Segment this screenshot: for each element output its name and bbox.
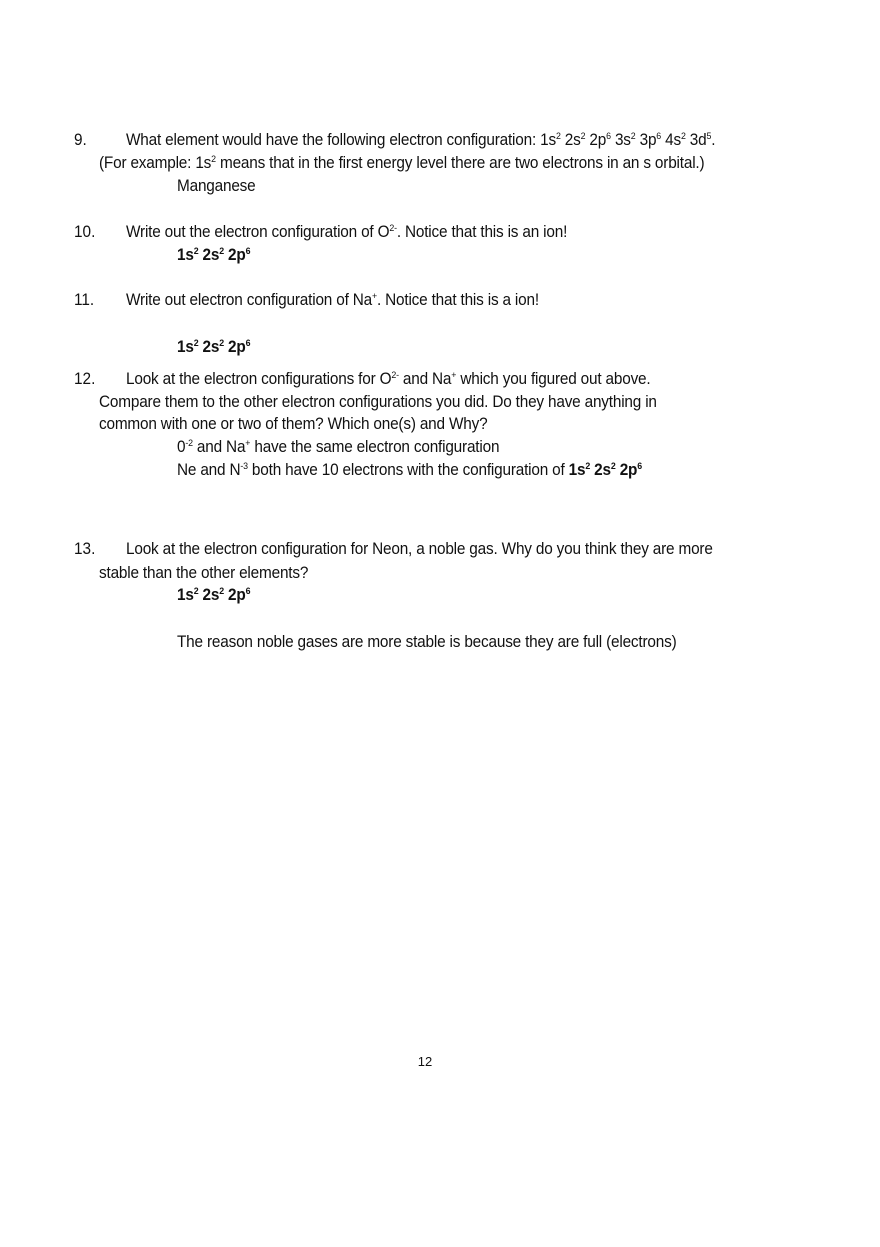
superscript: 2: [555, 131, 561, 142]
text-segment: 2p: [223, 246, 246, 264]
question-13-answer-text: The reason noble gases are more stable is because they are full (electrons): [177, 633, 677, 651]
superscript: 2: [219, 246, 224, 257]
superscript: 2: [610, 461, 616, 472]
question-13-text-line2: stable than the other elements?: [99, 564, 309, 582]
text-segment: Look at the electron configurations for O: [126, 370, 392, 388]
superscript: 5: [706, 131, 712, 142]
superscript: 6: [637, 461, 642, 472]
text-segment: 2s: [560, 131, 581, 149]
question-12-text-line3: common with one or two of them? Which one(s) and Why?: [99, 415, 488, 433]
superscript: 6: [245, 246, 251, 257]
text-segment: both have 10 electrons with the configuration of: [247, 461, 569, 479]
text-segment: 4s: [661, 131, 681, 149]
question-12-answer-line2: [177, 460, 642, 480]
question-12-text-line1: [126, 369, 650, 389]
superscript: 2: [585, 461, 591, 472]
text-segment: 3d: [685, 131, 707, 149]
superscript: +: [245, 438, 251, 449]
text-segment: and Na: [398, 370, 452, 388]
question-9-answer: Manganese: [177, 177, 256, 195]
superscript: +: [451, 370, 457, 381]
text-segment: 2s: [590, 461, 611, 479]
text-segment: Write out electron configuration of Na: [126, 291, 372, 309]
text-segment: and Na: [192, 438, 246, 456]
superscript: -3: [240, 461, 248, 472]
text-segment: 1s: [177, 586, 194, 604]
text-segment: . Notice that this is a ion!: [376, 291, 539, 309]
question-11-number: 11.: [74, 291, 95, 309]
question-10-number: 10.: [74, 223, 96, 241]
text-segment: 2p: [585, 131, 607, 149]
superscript: 2: [193, 586, 199, 597]
question-9-text: [126, 130, 715, 150]
superscript: 2: [193, 246, 199, 257]
text-segment: 3p: [635, 131, 657, 149]
question-13-text-line1: Look at the electron configuration for Neon, a noble gas. Why do you think they are more: [126, 540, 713, 558]
question-13-answer-config: [177, 585, 250, 605]
superscript: 6: [245, 586, 251, 597]
text-segment: 2s: [198, 338, 220, 356]
text-segment: .: [711, 131, 716, 149]
text-segment: 1s: [177, 338, 194, 356]
superscript: 2-: [391, 370, 399, 381]
question-12-text-line2: Compare them to the other electron configurations you did. Do they have anything in: [99, 393, 657, 411]
text-segment: 2p: [223, 586, 246, 604]
text-segment: . Notice that this is an ion!: [396, 223, 568, 241]
superscript: 2: [219, 338, 224, 349]
superscript: 6: [245, 338, 251, 349]
text-segment: 2p: [223, 338, 246, 356]
question-10-answer: [177, 245, 250, 265]
question-10-text: [126, 222, 567, 242]
question-12-answer-line1: [177, 437, 499, 457]
question-13-number: 13.: [74, 540, 96, 558]
superscript: 6: [656, 131, 662, 142]
text-segment: which you figured out above.: [456, 370, 651, 388]
text-segment: Write out the electron configuration of O: [126, 223, 390, 241]
question-11-answer: [177, 337, 250, 357]
text-segment: 2s: [198, 586, 220, 604]
superscript: +: [371, 291, 377, 302]
text-segment: 1s: [177, 246, 194, 264]
page-number: 12: [417, 1054, 433, 1069]
superscript: 2: [630, 131, 636, 142]
question-11-text: [126, 290, 539, 310]
superscript: 6: [606, 131, 611, 142]
question-9-number: 9.: [74, 131, 87, 149]
text-segment: (For example: 1s: [99, 154, 212, 172]
superscript: 2: [219, 586, 224, 597]
text-segment: 1s: [568, 461, 586, 479]
text-segment: means that in the first energy level there are two electrons in an s orbital.): [215, 154, 705, 172]
text-segment: 2s: [198, 246, 220, 264]
question-9-example: [99, 153, 704, 173]
superscript: 2: [211, 154, 216, 165]
question-12-number: 12.: [74, 370, 96, 388]
superscript: -2: [185, 438, 193, 449]
text-segment: have the same electron configuration: [250, 438, 500, 456]
text-segment: 3s: [610, 131, 631, 149]
superscript: 2: [193, 338, 199, 349]
text-segment: 0: [177, 438, 186, 456]
superscript: 2: [580, 131, 586, 142]
text-segment: What element would have the following electron configuration: 1s: [126, 131, 556, 149]
superscript: 2-: [389, 223, 397, 234]
superscript: 2: [680, 131, 686, 142]
text-segment: 2p: [615, 461, 638, 479]
text-segment: Ne and N: [177, 461, 241, 479]
